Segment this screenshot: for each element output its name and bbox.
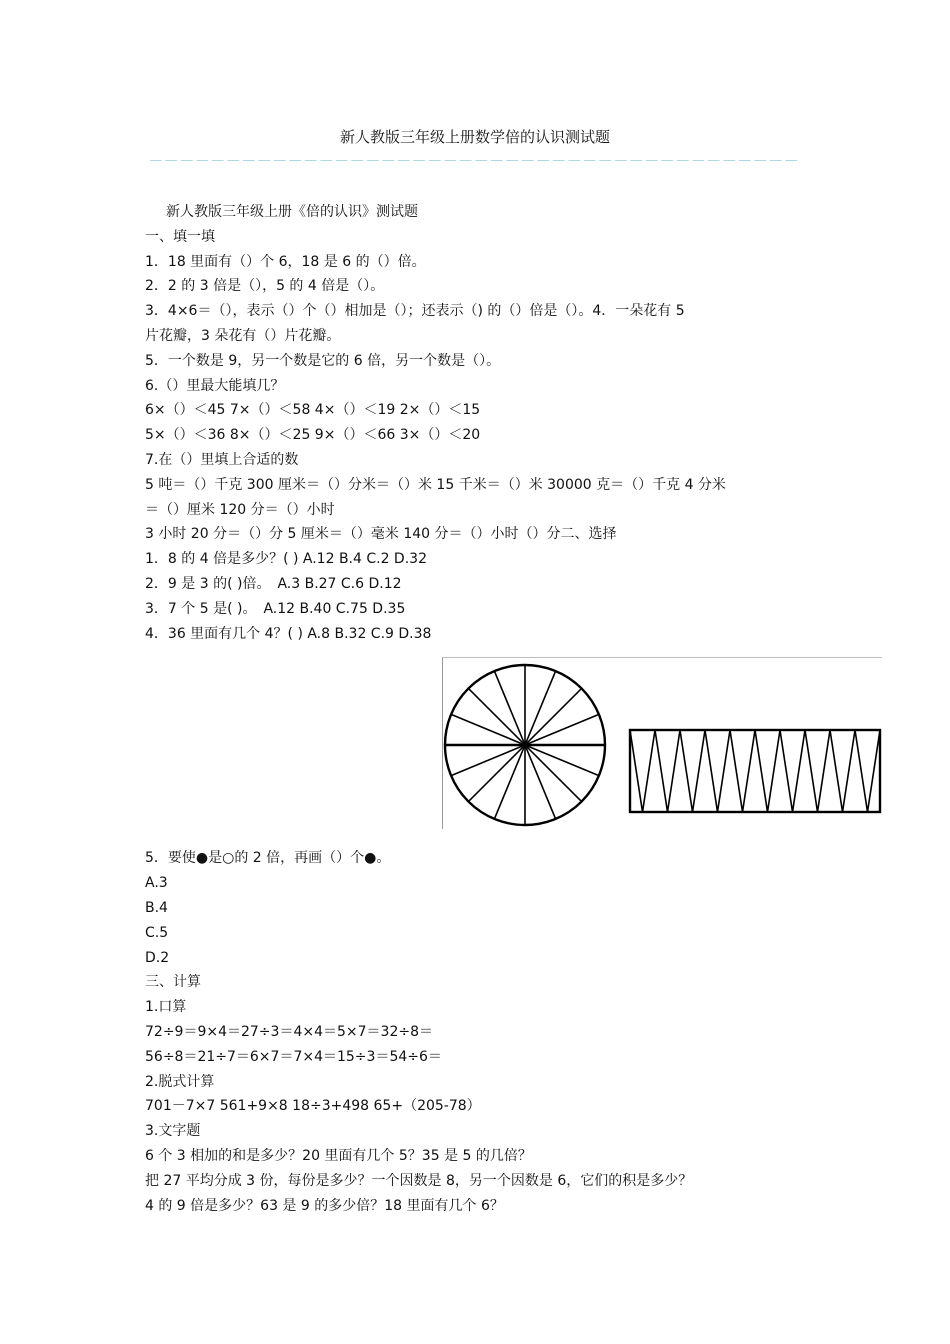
word-problem: 4 的 9 倍是多少？63 是 9 的多少倍？18 里面有几个 6？	[145, 1197, 504, 1214]
calc-line: 701－7×7 561+9×8 18÷3+498 65+（205-78）	[145, 1098, 481, 1115]
choice-question: 3．7 个 5 是( )。 A.12 B.40 C.75 D.35	[145, 600, 406, 617]
question-line: 1．18 里面有（）个 6，18 是 6 的（）倍。	[145, 253, 426, 270]
question-line: 3．4×6＝（），表示（）个（）相加是（）；还表示（) 的（）倍是（）。4．一朵花有 5	[145, 303, 685, 320]
question-line: 2．2 的 3 倍是（），5 的 4 倍是（）。	[145, 278, 385, 295]
sub-heading: 1.口算	[145, 999, 187, 1016]
choice-option: C.5	[145, 924, 169, 941]
section-heading: 一、填一填	[145, 228, 215, 245]
sub-heading: 2.脱式计算	[145, 1073, 215, 1090]
question-line: ＝（）厘米 120 分＝（）小时	[145, 501, 335, 518]
question-line: 6×（）＜45 7×（）＜58 4×（）＜19 2×（）＜15	[145, 402, 481, 419]
choice-question: 2．9 是 3 的( )倍。 A.3 B.27 C.6 D.12	[145, 575, 402, 592]
figure-area	[145, 646, 810, 846]
question-line: 6.（）里最大能填几？	[145, 377, 285, 394]
choice-option: D.2	[145, 949, 170, 966]
section-heading: 三、计算	[145, 974, 201, 991]
question-line: 3 小时 20 分＝（）分 5 厘米＝（）毫米 140 分＝（）小时（）分二、选择	[145, 526, 617, 543]
calc-line: 56÷8＝21÷7＝6×7＝7×4＝15÷3＝54÷6＝	[145, 1048, 442, 1065]
word-problem: 6 个 3 相加的和是多少？20 里面有几个 5？35 是 5 的几倍？	[145, 1147, 532, 1164]
document-title: 新人教版三年级上册数学倍的认识测试题	[339, 128, 610, 146]
title-underline: －－－－－－－－－－－－－－－－－－－－－－－－－－－－－－－－－－－－－－－－－－	[148, 152, 800, 170]
question-line: 5．一个数是 9，另一个数是它的 6 倍，另一个数是（）。	[145, 352, 501, 369]
question-line: 5 吨＝（）千克 300 厘米＝（）分米＝（）米 15 千米＝（）米 30000 克＝（）千克 4 分米	[145, 476, 726, 493]
divided-circle	[445, 665, 605, 825]
question-line: 片花瓣，3 朵花有（）片花瓣。	[145, 327, 341, 344]
document-body	[145, 200, 810, 1218]
choice-option: A.3	[145, 875, 168, 892]
word-problem: 把 27 平均分成 3 份，每份是多少？一个因数是 8，另一个因数是 6，它们的积是多少？	[145, 1172, 693, 1189]
zigzag-rectangle	[630, 730, 880, 812]
choice-question: 1．8 的 4 倍是多少？( ) A.12 B.4 C.2 D.32	[145, 551, 427, 568]
sub-heading: 3.文字题	[145, 1123, 201, 1140]
circle-zigzag-figure	[442, 657, 882, 829]
question-line: 7.在（）里填上合适的数	[145, 451, 299, 468]
calc-line: 72÷9＝9×4＝27÷3＝4×4＝5×7＝32÷8＝	[145, 1023, 433, 1040]
choice-question: 4．36 里面有几个 4？( ) A.8 B.32 C.9 D.38	[145, 625, 432, 642]
zigzag-line	[630, 730, 880, 812]
question-line: 5×（）＜36 8×（）＜25 9×（）＜66 3×（）＜20	[145, 427, 481, 444]
choice-question: 5．要使●是○的 2 倍，再画（）个●。	[145, 850, 391, 867]
choice-option: B.4	[145, 899, 168, 916]
subtitle: 新人教版三年级上册《倍的认识》测试题	[166, 204, 418, 220]
